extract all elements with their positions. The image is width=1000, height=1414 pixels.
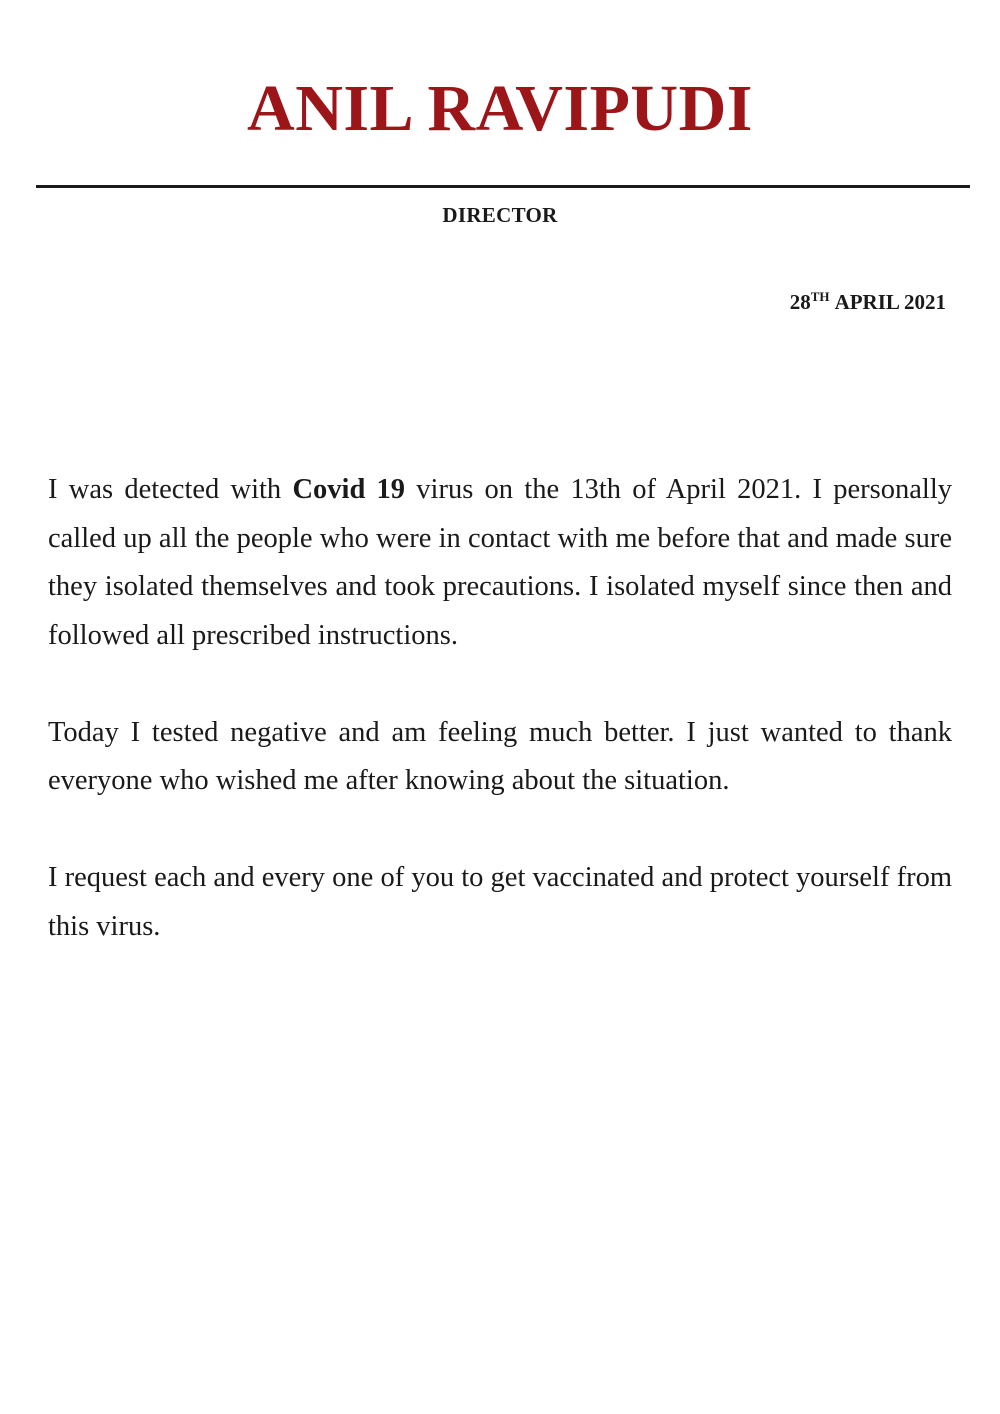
- paragraph-1-highlight: Covid 19: [292, 474, 406, 505]
- date-suffix: TH: [810, 289, 830, 304]
- paragraph-3: I request each and every one of you to get vaccinated and protect yourself from this virus.: [48, 862, 952, 942]
- header-divider: [36, 185, 970, 188]
- paragraph-1-rest: virus on the 13th of April 2021. I personally called up all the people who were in contact with me before that and made sure they isolated themselves and took precautions. I isolated myself since then and followed all prescribed instructions.: [48, 474, 952, 651]
- paragraph-1-intro: I was detected with: [48, 474, 293, 505]
- letter-date: [790, 290, 946, 315]
- letterhead-role: DIRECTOR: [442, 203, 558, 227]
- letter-body: [48, 466, 952, 1000]
- date-day: 28: [789, 290, 811, 314]
- letterhead-name: ANIL RAVIPUDI: [247, 72, 753, 145]
- date-month-year: APRIL 2021: [834, 290, 946, 314]
- paragraph-1: [48, 466, 952, 660]
- paragraph-2: Today I tested negative and am feeling much better. I just wanted to thank everyone who wished me after knowing about the situation.: [48, 716, 952, 796]
